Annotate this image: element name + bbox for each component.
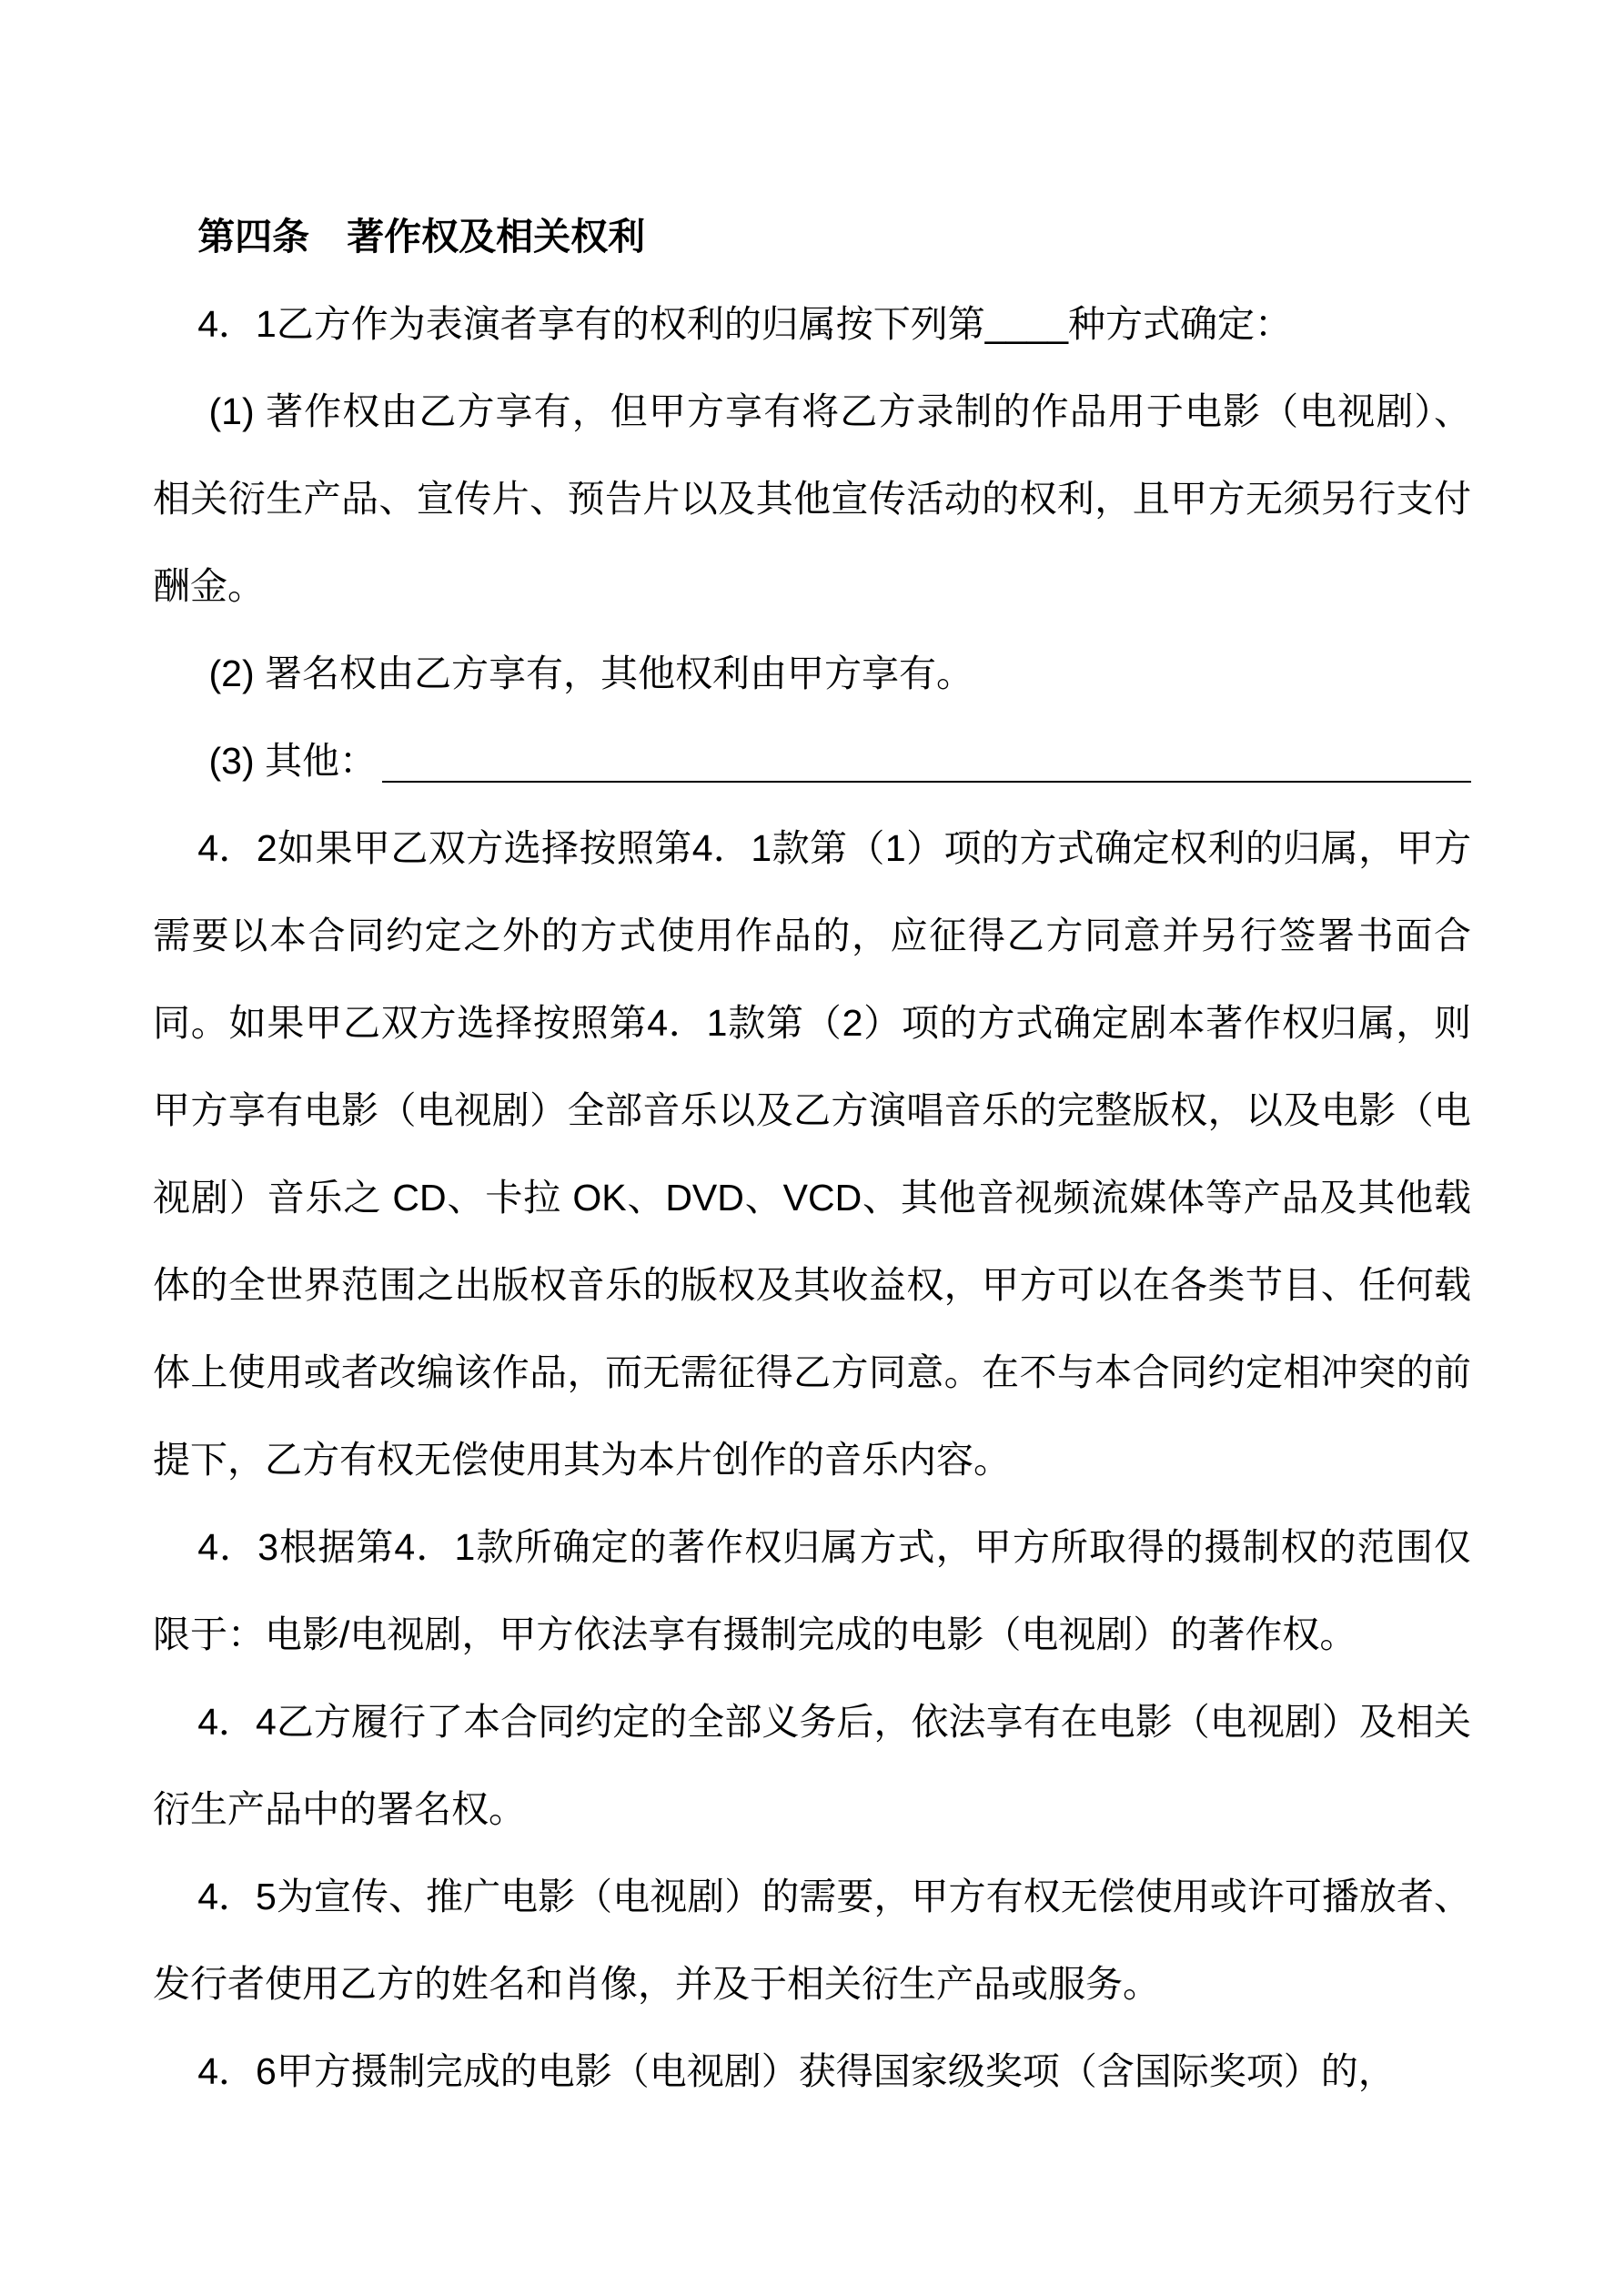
- clause-4-1-item-2: (2) 署名权由乙方享有，其他权利由甲方享有。: [208, 652, 973, 694]
- clause-4-2: 4．2如果甲乙双方选择按照第4．1款第（1）项的方式确定权利的归属，甲方需要以本合同约定之外的方式使用作品的，应征得乙方同意并另行签署书面合同。如果甲乙双方选择按照第4．1款第（2）项的方式确定剧本著作权归属，则甲方享有电影（电视剧）全部音乐以及乙方演唱音乐的完整版权，以及电影（电视剧）音乐之 CD、卡拉 OK、DVD、VCD、其他音视频流媒体等产品及其他载体的全世界范围之出版权音乐的版权及其收益权，甲方可以在各类节目、任何载体上使用或者改编该作品，而无需征得乙方同意。在不与本合同约定相冲突的前提下，乙方有权无偿使用其为本片创作的音乐内容。: [153, 827, 1471, 1481]
- fill-in-blank-line: [382, 717, 1471, 783]
- clause-4-1-item-3: [153, 717, 1471, 804]
- clause-4-1-item-1: (1) 著作权由乙方享有，但甲方享有将乙方录制的作品用于电影（电视剧）、相关衍生产品、宣传片、预告片以及其他宣传活动的权利，且甲方无须另行支付酬金。: [153, 390, 1471, 607]
- clause-4-3: 4．3根据第4．1款所确定的著作权归属方式，甲方所取得的摄制权的范围仅限于：电影/电视剧，甲方依法享有摄制完成的电影（电视剧）的著作权。: [153, 1526, 1471, 1655]
- clause-4-6: 4．6甲方摄制完成的电影（电视剧）获得国家级奖项（含国际奖项）的，: [197, 2050, 1396, 2092]
- clause-4-4: 4．4乙方履行了本合同约定的全部义务后，依法享有在电影（电视剧）及相关衍生产品中的署名权。: [153, 1701, 1471, 1830]
- item-3-label: (3) 其他：: [208, 740, 377, 782]
- section-heading: 第四条 著作权及相关权利: [197, 216, 646, 258]
- clause-4-1: 4．1乙方作为表演者享有的权利的归属按下列第____种方式确定：: [197, 303, 1292, 345]
- clause-4-5: 4．5为宣传、推广电影（电视剧）的需要，甲方有权无偿使用或许可播放者、发行者使用乙方的姓名和肖像，并及于相关衍生产品或服务。: [153, 1876, 1471, 2005]
